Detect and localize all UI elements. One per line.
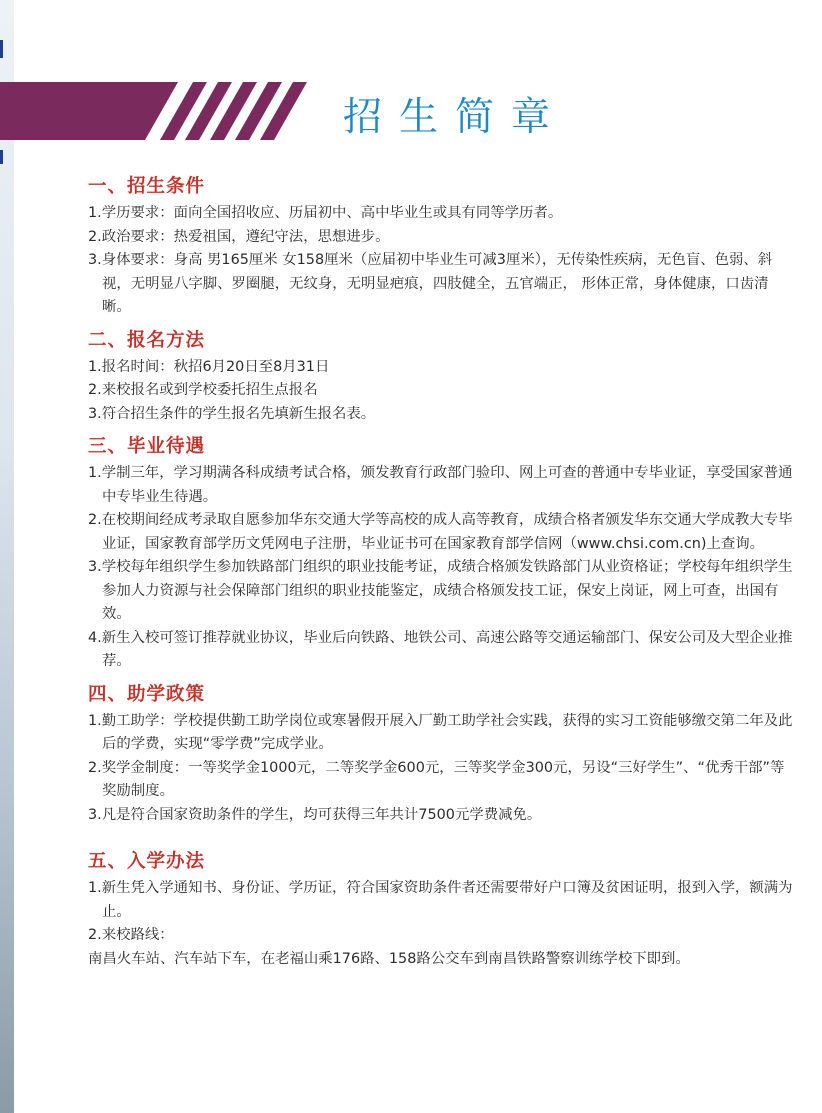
list-item: 1.学制三年，学习期满各科成绩考试合格，颁发教育行政部门验印、网上可查的普通中专毕业证，享受国家普通中专毕业生待遇。 xyxy=(88,465,793,505)
section-heading: 一、招生条件 xyxy=(88,176,206,197)
section-heading: 四、助学政策 xyxy=(88,683,206,705)
list-item: 2.来校路线： xyxy=(88,927,174,943)
section-heading: 五、入学办法 xyxy=(88,851,206,872)
brochure-content xyxy=(88,172,793,977)
edge-tick xyxy=(0,150,3,164)
list-item: 4.新生入校可签订推荐就业协议，毕业后向铁路、地铁公司、高速公路等交通运输部门、保安公司及大型企业推荐。 xyxy=(88,629,793,669)
section-registration-method xyxy=(88,326,793,427)
list-item: 3.学校每年组织学生参加铁路部门组织的职业技能考证，成绩合格颁发铁路部门从业资格证；学校每年组织学生参加人力资源与社会保障部门组织的职业技能鉴定，成绩合格颁发技工证，保安上岗证，网上可查，出国有效。 xyxy=(88,559,793,622)
list-item: 1.新生凭入学通知书、身份证、学历证，符合国家资助条件者还需要带好户口簿及贫困证明，报到入学，额满为止。 xyxy=(88,880,793,920)
section-enrollment-method xyxy=(88,847,793,971)
section-admission-conditions xyxy=(88,172,793,320)
list-item: 1.学历要求：面向全国招收应、历届初中、高中毕业生或具有同等学历者。 xyxy=(88,205,563,221)
edge-tick xyxy=(0,40,3,58)
list-item: 1.报名时间：秋招6月20日至8月31日 xyxy=(88,358,330,375)
section-heading: 三、毕业待遇 xyxy=(88,436,206,457)
band-solid xyxy=(0,82,178,140)
section-heading: 二、报名方法 xyxy=(88,329,206,351)
list-item: 3.符合招生条件的学生报名先填新生报名表。 xyxy=(88,405,376,422)
list-item: 2.奖学金制度：一等奖学金1000元，二等奖学金600元，三等奖学金300元，另设“三好学生”、“优秀干部”等奖励制度。 xyxy=(88,759,785,799)
section-graduation-benefits xyxy=(88,432,793,674)
page-title: 招生简章 xyxy=(343,95,568,140)
section-financial-aid xyxy=(88,680,793,828)
title-stripe-band xyxy=(0,82,320,140)
left-edge-decoration xyxy=(0,0,14,1113)
list-item: 1.勤工助学：学校提供勤工助学岗位或寒暑假开展入厂勤工助学社会实践，获得的实习工资能够缴交第二年及此后的学费，实现“零学费”完成学业。 xyxy=(88,712,793,752)
list-item: 3.凡是符合国家资助条件的学生，均可获得三年共计7500元学费减免。 xyxy=(88,806,542,823)
list-item: 2.政治要求：热爱祖国，遵纪守法，思想进步。 xyxy=(88,228,390,245)
list-item: 2.在校期间经成考录取自愿参加华东交通大学等高校的成人高等教育，成绩合格者颁发华东交通大学成教大专毕业证，国家教育部学历文凭网电子注册，毕业证书可在国家教育部学信网（www.chsi.com.cn)上查询。 xyxy=(88,512,793,552)
route-description: 南昌火车站、汽车站下车，在老福山乘176路、158路公交车到南昌铁路警察训练学校下即到。 xyxy=(88,950,690,967)
list-item: 2.来校报名或到学校委托招生点报名 xyxy=(88,382,318,398)
list-item: 3.身体要求：身高 男165厘米 女158厘米（应届初中毕业生可减3厘米），无传染性疾病，无色盲、色弱、斜视，无明显八字脚、罗圈腿，无纹身，无明显疤痕，四肢健全，五官端正， 形体正常，身体健康，口齿清晰。 xyxy=(88,252,773,315)
